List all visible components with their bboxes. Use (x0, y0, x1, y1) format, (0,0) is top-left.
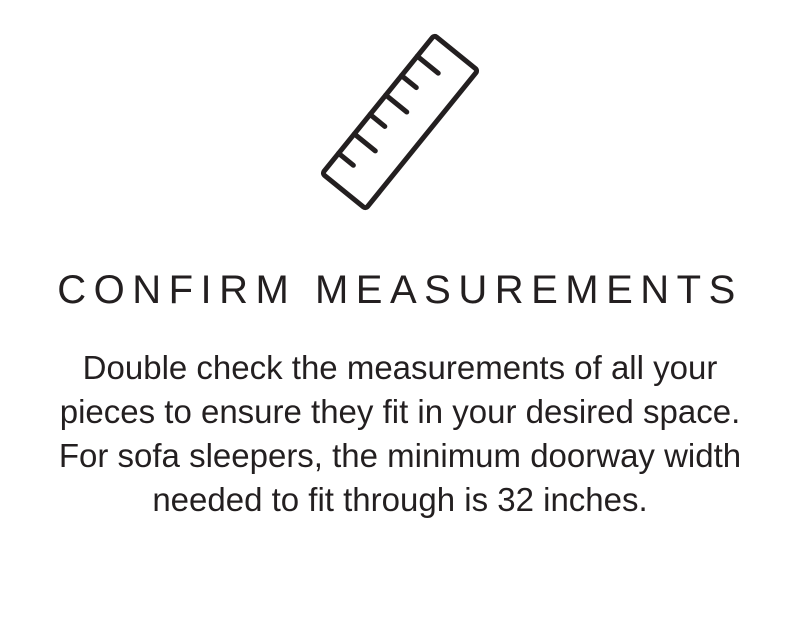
ruler-illustration (290, 22, 510, 222)
page-title: CONFIRM MEASUREMENTS (57, 268, 743, 312)
description-text: Double check the measurements of all your pieces to ensure they fit in your desired space. For sofa sleepers, the minimum doorway width needed to fit through is 32 inches. (58, 349, 742, 518)
ruler-icon (300, 27, 500, 217)
